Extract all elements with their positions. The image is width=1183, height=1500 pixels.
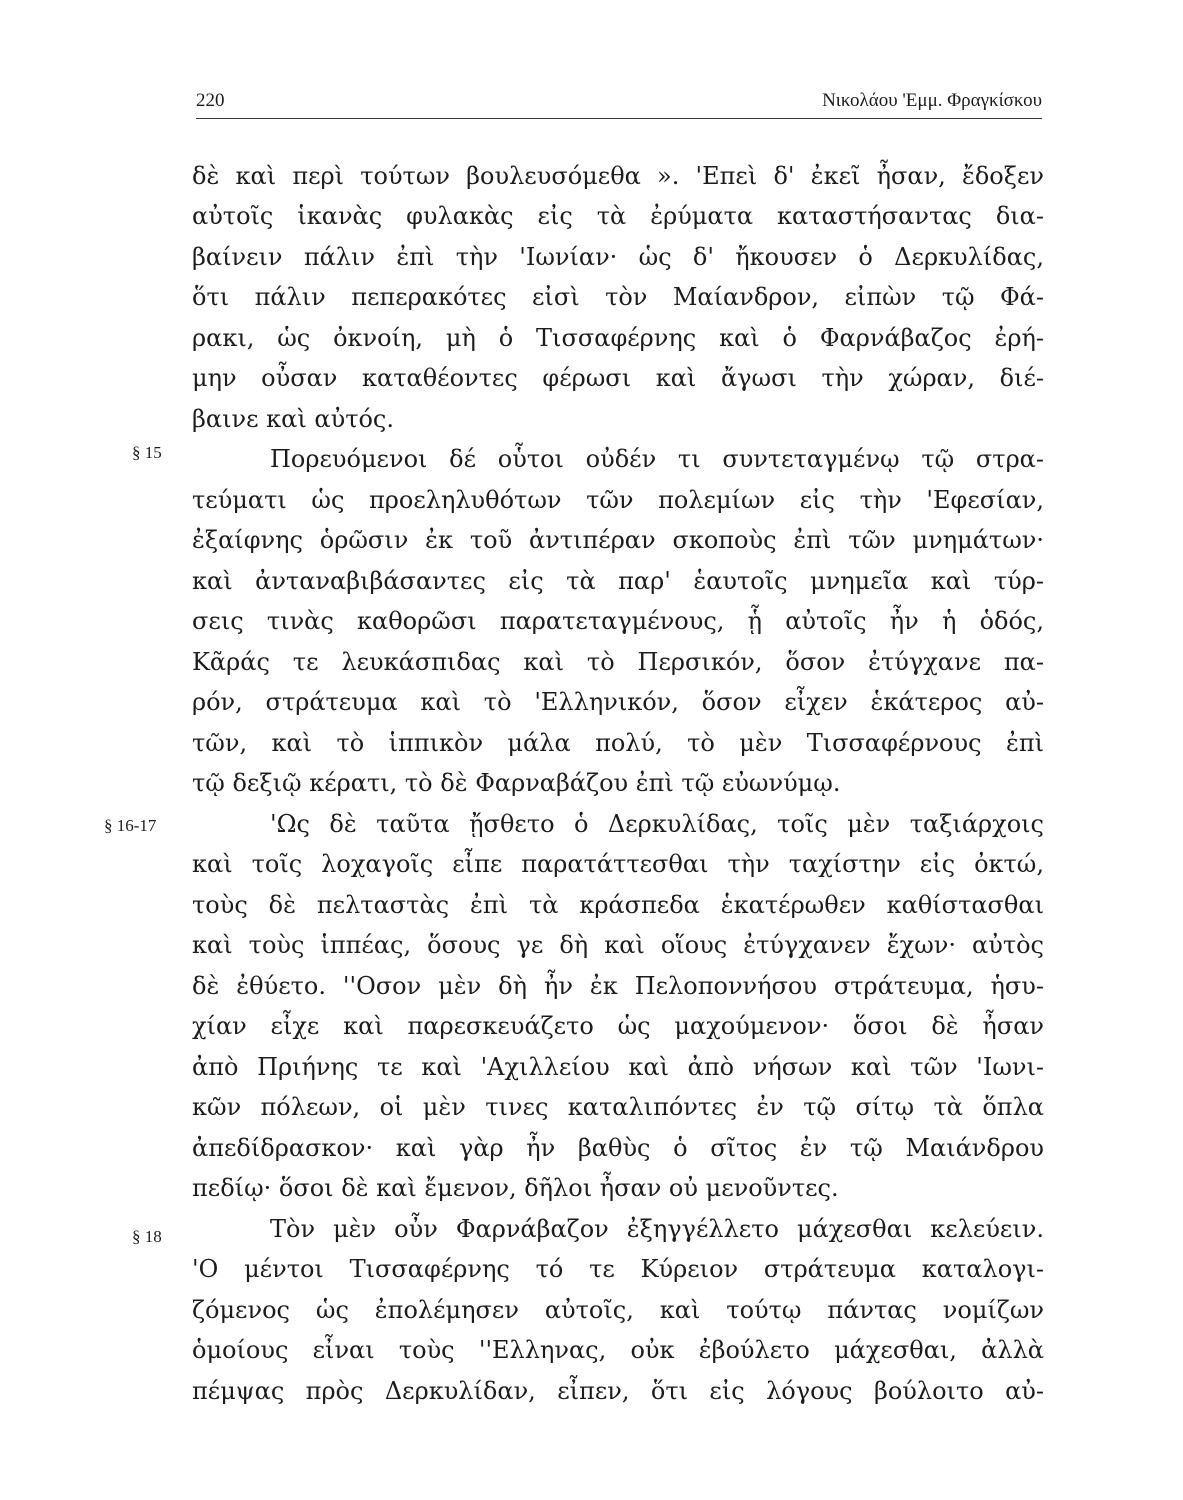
- body-line: δὲ καὶ περὶ τούτων βουλευσόμεθα ». 'Επεὶ δ' ἐκεῖ ἦσαν, ἔδοξεν: [192, 162, 1044, 190]
- body-line: ἀπεδίδρασκον· καὶ γὰρ ἦν βαθὺς ὁ σῖτος ἐν τῷ Μαιάνδρου: [192, 1134, 1044, 1162]
- body-line: ὅτι πάλιν πεπερακότες εἰσὶ τὸν Μαίανδρον, εἰπὼν τῷ Φά-: [192, 283, 1044, 311]
- section-marker-18: § 18: [132, 1227, 162, 1246]
- body-line: τοὺς δὲ πελταστὰς ἐπὶ τὰ κράσπεδα ἑκατέρωθεν καθίστασθαι: [192, 891, 1044, 919]
- section-marker-15: § 15: [132, 443, 162, 462]
- body-line: βαίνειν πάλιν ἐπὶ τὴν 'Ιωνίαν· ὡς δ' ἤκουσεν ὁ Δερκυλίδας,: [192, 243, 1044, 271]
- body-line: καὶ τοῖς λοχαγοῖς εἶπε παρατάττεσθαι τὴν ταχίστην εἰς ὀκτώ,: [192, 850, 1044, 878]
- body-line: σεις τινὰς καθορῶσι παρατεταγμένους, ᾗ αὐτοῖς ἦν ἡ ὁδός,: [192, 607, 1044, 635]
- body-line: ἀπὸ Πριήνης τε καὶ 'Αχιλλείου καὶ ἀπὸ νήσων καὶ τῶν 'Ιωνι-: [192, 1053, 1044, 1081]
- body-line: καὶ τοὺς ἱππέας, ὅσους γε δὴ καὶ οἵους ἐτύγχανεν ἔχων· αὐτὸς: [192, 931, 1044, 959]
- body-line: ὁμοίους εἶναι τοὺς ''Ελληνας, οὐκ ἐβούλετο μάχεσθαι, ἀλλὰ: [192, 1336, 1044, 1364]
- running-header: [196, 82, 1042, 119]
- page-number: 220: [196, 90, 225, 111]
- body-line: δὲ ἐθύετο. ''Οσον μὲν δὴ ἦν ἐκ Πελοποννήσου στράτευμα, ἡσυ-: [192, 972, 1044, 1000]
- body-line: τῶν, καὶ τὸ ἱππικὸν μάλα πολύ, τὸ μὲν Τισσαφέρνους ἐπὶ: [192, 729, 1044, 757]
- body-line: αὐτοῖς ἱκανὰς φυλακὰς εἰς τὰ ἐρύματα καταστήσαντας δια-: [192, 202, 1044, 230]
- body-line: Πορευόμενοι δέ οὗτοι οὐδέν τι συντεταγμένῳ τῷ στρα-: [270, 445, 1044, 473]
- body-line: τῷ δεξιῷ κέρατι, τὸ δὲ Φαρναβάζου ἐπὶ τῷ εὐωνύμῳ.: [192, 769, 841, 797]
- body-line: Κᾶράς τε λευκάσπιδας καὶ τὸ Περσικόν, ὅσον ἐτύγχανε πα-: [192, 648, 1044, 676]
- body-line: ρακι, ὡς ὀκνοίη, μὴ ὁ Τισσαφέρνης καὶ ὁ Φαρνάβαζος ἐρή-: [192, 324, 1044, 352]
- body-line: καὶ ἀνταναβιβάσαντες εἰς τὰ παρ' ἑαυτοῖς μνημεῖα καὶ τύρ-: [192, 567, 1044, 595]
- body-line: 'Ο μέντοι Τισσαφέρνης τό τε Κύρειον στράτευμα καταλογι-: [192, 1255, 1044, 1283]
- body-line: χίαν εἶχε καὶ παρεσκευάζετο ὡς μαχούμενον· ὅσοι δὲ ἦσαν: [192, 1012, 1044, 1040]
- running-head-title: Νικολάου 'Εμμ. Φραγκίσκου: [822, 90, 1042, 111]
- body-line: ἐξαίφνης ὁρῶσιν ἐκ τοῦ ἀντιπέραν σκοποὺς ἐπὶ τῶν μνημάτων·: [192, 526, 1044, 554]
- body-line: πεδίῳ· ὅσοι δὲ καὶ ἔμενον, δῆλοι ἦσαν οὐ μενοῦντες.: [192, 1174, 839, 1202]
- body-line: βαινε καὶ αὐτός.: [192, 405, 394, 433]
- body-line: πέμψας πρὸς Δερκυλίδαν, εἶπεν, ὅτι εἰς λόγους βούλοιτο αὐ-: [192, 1377, 1044, 1405]
- body-line: ζόμενος ὡς ἐπολέμησεν αὐτοῖς, καὶ τούτῳ πάντας νομίζων: [192, 1296, 1044, 1324]
- body-line: Τὸν μὲν οὖν Φαρνάβαζον ἐξηγγέλλετο μάχεσθαι κελεύειν.: [270, 1215, 1044, 1243]
- body-line: κῶν πόλεων, οἱ μὲν τινες καταλιπόντες ἐν τῷ σίτῳ τὰ ὅπλα: [192, 1093, 1044, 1121]
- body-line: μην οὖσαν καταθέοντες φέρωσι καὶ ἄγωσι τὴν χώραν, διέ-: [192, 364, 1044, 392]
- body-line: τεύματι ὡς προεληλυθότων τῶν πολεμίων εἰς τὴν 'Εφεσίαν,: [192, 486, 1044, 514]
- section-marker-16-17: § 16-17: [104, 816, 157, 835]
- body-line: ρόν, στράτευμα καὶ τὸ 'Ελληνικόν, ὅσον εἶχεν ἑκάτερος αὐ-: [192, 688, 1044, 716]
- body-line: 'Ως δὲ ταῦτα ᾔσθετο ὁ Δερκυλίδας, τοῖς μὲν ταξιάρχοις: [270, 810, 1044, 838]
